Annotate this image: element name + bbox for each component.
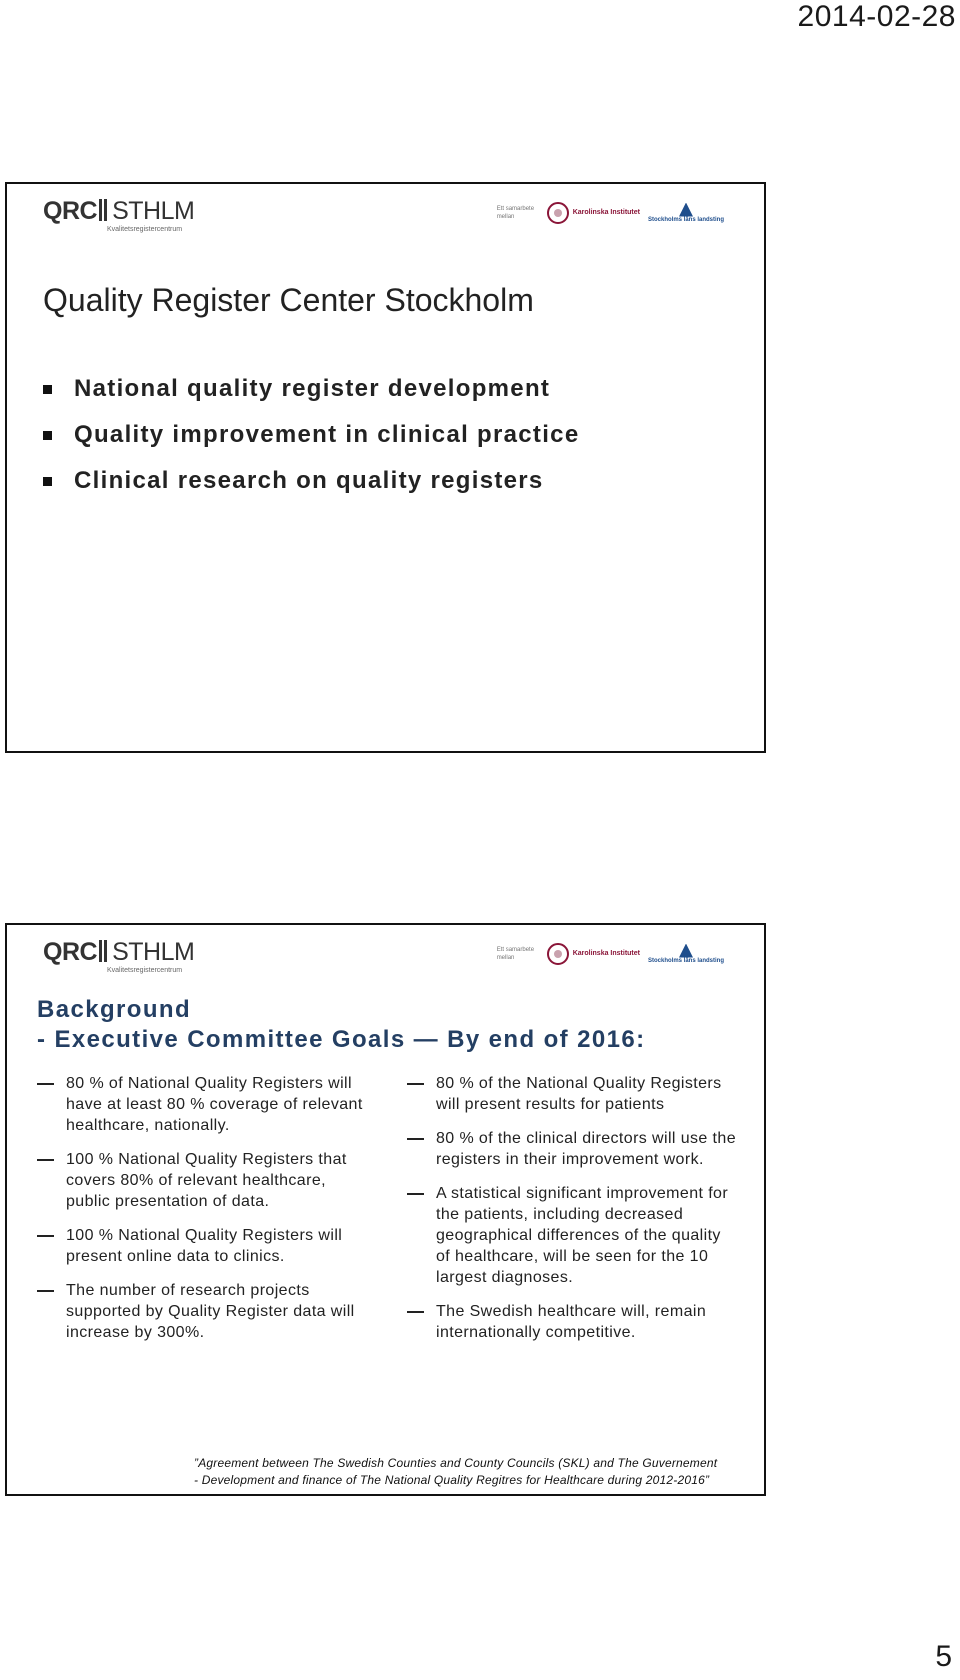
dash-bullet-icon bbox=[37, 1235, 54, 1237]
slide-2-title-line-1: Background bbox=[37, 996, 192, 1023]
karolinska-logo bbox=[547, 943, 640, 965]
goal-item: 100 % National Quality Registers will present online data to clinics. bbox=[37, 1225, 367, 1267]
karolinska-logo bbox=[547, 202, 640, 224]
karolinska-seal-icon bbox=[547, 202, 569, 224]
slide-1-title: Quality Register Center Stockholm bbox=[43, 282, 534, 318]
logo-qrc: QRC bbox=[43, 197, 98, 225]
dash-bullet-icon bbox=[37, 1083, 54, 1085]
goal-item: 80 % of National Quality Registers will have at least 80 % coverage of relevant healthcare, nationally. bbox=[37, 1073, 367, 1136]
dash-bullet-icon bbox=[407, 1311, 424, 1313]
goal-item: A statistical significant improvement for the patients, including decreased geographical differences of the quality of healthcare, will be seen for the 10 largest diagnoses. bbox=[407, 1183, 737, 1288]
slide-1-bullets bbox=[43, 366, 579, 504]
goal-item: 80 % of the National Quality Registers will present results for patients bbox=[407, 1073, 737, 1115]
slide-2-title bbox=[37, 995, 646, 1055]
right-goals-column bbox=[407, 1073, 737, 1356]
qrc-sthlm-logo bbox=[43, 938, 194, 974]
karolinska-name: Karolinska Institutet bbox=[572, 209, 640, 216]
qrc-sthlm-logo bbox=[43, 197, 194, 233]
logo-subtitle: Kvalitetsregistercentrum bbox=[107, 967, 183, 974]
sll-crown-icon bbox=[676, 203, 696, 217]
slide-1 bbox=[5, 182, 766, 753]
goal-item: The Swedish healthcare will, remain internationally competitive. bbox=[407, 1301, 737, 1343]
citation-line-2: - Development and finance of The National Quality Regitres for Healthcare during 2012-2016” bbox=[194, 1473, 710, 1487]
goal-item: The number of research projects supported by Quality Register data will increase by 300%. bbox=[37, 1280, 367, 1343]
bullet-item: Quality improvement in clinical practice bbox=[43, 412, 579, 458]
sll-logo bbox=[648, 203, 724, 224]
goal-item: 100 % National Quality Registers that covers 80% of relevant healthcare, public presentation of data. bbox=[37, 1149, 367, 1212]
partner-intro: Ett samarbete mellan bbox=[496, 206, 535, 220]
logo-sthlm: STHLM bbox=[112, 197, 195, 225]
left-goals-column bbox=[37, 1073, 367, 1356]
page-number: 5 bbox=[935, 1640, 952, 1673]
logo-bars-icon bbox=[99, 199, 109, 227]
sll-crown-icon bbox=[676, 944, 696, 958]
square-bullet-icon bbox=[43, 431, 52, 440]
sll-name: Stockholms läns landsting bbox=[647, 957, 724, 964]
bullet-item: Clinical research on quality registers bbox=[43, 458, 579, 504]
logo-qrc: QRC bbox=[43, 938, 98, 966]
partner-logos bbox=[497, 202, 724, 224]
logo-sthlm: STHLM bbox=[112, 938, 195, 966]
logo-bars-icon bbox=[99, 940, 109, 968]
slide-2 bbox=[5, 923, 766, 1496]
sll-name: Stockholms läns landsting bbox=[647, 216, 724, 223]
dash-bullet-icon bbox=[37, 1290, 54, 1292]
dash-bullet-icon bbox=[37, 1159, 54, 1161]
karolinska-seal-icon bbox=[547, 943, 569, 965]
square-bullet-icon bbox=[43, 477, 52, 486]
agreement-citation bbox=[194, 1455, 717, 1489]
dash-bullet-icon bbox=[407, 1193, 424, 1195]
citation-line-1: ”Agreement between The Swedish Counties and County Councils (SKL) and The Guvernement bbox=[194, 1456, 718, 1470]
partner-logos bbox=[497, 943, 724, 965]
goal-item: 80 % of the clinical directors will use the registers in their improvement work. bbox=[407, 1128, 737, 1170]
square-bullet-icon bbox=[43, 385, 52, 394]
dash-bullet-icon bbox=[407, 1138, 424, 1140]
logo-subtitle: Kvalitetsregistercentrum bbox=[107, 226, 183, 233]
bullet-item: National quality register development bbox=[43, 366, 579, 412]
dash-bullet-icon bbox=[407, 1083, 424, 1085]
page-date: 2014-02-28 bbox=[797, 0, 956, 33]
karolinska-name: Karolinska Institutet bbox=[572, 950, 640, 957]
sll-logo bbox=[648, 944, 724, 965]
slide-2-title-line-2: - Executive Committee Goals — By end of 2016: bbox=[37, 1026, 646, 1053]
partner-intro: Ett samarbete mellan bbox=[496, 947, 535, 961]
